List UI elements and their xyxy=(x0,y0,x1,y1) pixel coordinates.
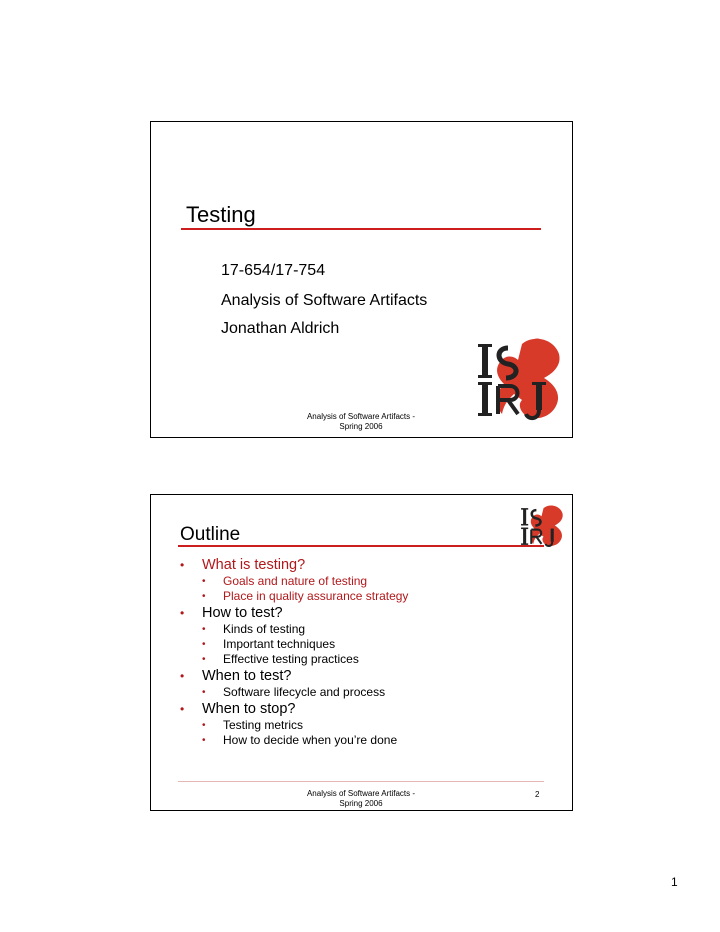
outline-item-text: Goals and nature of testing xyxy=(223,574,368,588)
outline-heading xyxy=(178,605,548,622)
outline-heading-text: When to stop? xyxy=(202,701,296,717)
bullet-icon: • xyxy=(180,669,185,683)
course-number: 17-654/17-754 xyxy=(221,262,326,279)
bullet-icon: • xyxy=(202,591,206,602)
footer-line-2: Spring 2006 xyxy=(339,422,383,431)
outline-item xyxy=(178,622,548,637)
outline-item xyxy=(178,637,548,652)
outline-heading-text: How to test? xyxy=(202,605,283,621)
outline-item-text: Effective testing practices xyxy=(223,652,359,666)
outline-heading-text: When to test? xyxy=(202,668,292,684)
bullet-icon: • xyxy=(202,654,206,665)
course-title: Analysis of Software Artifacts xyxy=(221,292,428,309)
page-number: 1 xyxy=(671,875,678,889)
slide-1 xyxy=(150,121,573,438)
bullet-icon: • xyxy=(180,558,185,572)
outline-heading xyxy=(178,557,548,574)
slide-title: Testing xyxy=(186,202,256,227)
outline-list xyxy=(178,556,548,748)
outline-item xyxy=(178,574,548,589)
bullet-icon: • xyxy=(202,639,206,650)
footer-line-2: Spring 2006 xyxy=(339,799,383,808)
bullet-icon: • xyxy=(202,624,206,635)
slide-footer xyxy=(281,789,441,809)
bullet-icon: • xyxy=(180,702,185,716)
title-underline xyxy=(181,228,541,230)
outline-heading xyxy=(178,668,548,685)
bullet-icon: • xyxy=(202,735,206,746)
isri-logo-icon xyxy=(519,503,565,549)
bullet-icon: • xyxy=(180,606,185,620)
isri-logo-icon xyxy=(474,334,564,424)
outline-item-text: Testing metrics xyxy=(223,718,304,732)
bullet-icon: • xyxy=(202,576,206,587)
outline-heading-text: What is testing? xyxy=(202,557,306,573)
bullet-icon: • xyxy=(202,720,206,731)
slide-page-number: 2 xyxy=(535,790,540,799)
author-name: Jonathan Aldrich xyxy=(221,320,340,337)
title-underline xyxy=(178,545,544,547)
outline-item xyxy=(178,718,548,733)
footer-line-1: Analysis of Software Artifacts - xyxy=(306,412,416,421)
outline-item-text: Software lifecycle and process xyxy=(223,685,386,699)
outline-item-text: Kinds of testing xyxy=(223,622,306,636)
outline-item-text: Important techniques xyxy=(223,637,336,651)
outline-heading xyxy=(178,701,548,718)
outline-item xyxy=(178,685,548,700)
footer-line-1: Analysis of Software Artifacts - xyxy=(306,789,416,798)
outline-item xyxy=(178,733,548,748)
bullet-icon: • xyxy=(202,687,206,698)
outline-item xyxy=(178,589,548,604)
footer-divider xyxy=(178,781,544,782)
outline-item-text: How to decide when you’re done xyxy=(223,733,398,747)
outline-item-text: Place in quality assurance strategy xyxy=(223,589,409,603)
slide-2 xyxy=(150,494,573,811)
slide-title: Outline xyxy=(180,524,241,545)
outline-item xyxy=(178,652,548,667)
slide-footer xyxy=(281,412,441,432)
